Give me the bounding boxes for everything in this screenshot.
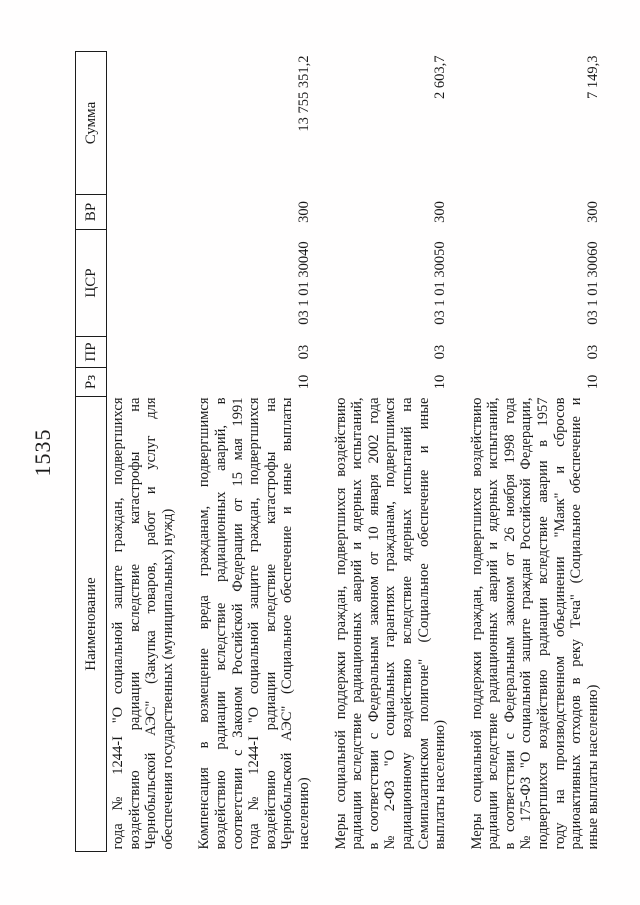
vr-cell: 300	[584, 201, 601, 223]
sum-cell: 2 603,7	[432, 55, 449, 99]
sum-cell: 13 755 351,2	[295, 55, 312, 132]
vr-cell: 300	[295, 201, 312, 223]
paragraph-line: Меры социальной поддержки граждан, подвергшихся воздействию	[468, 397, 485, 850]
rz-cell: 10	[295, 374, 312, 390]
table-body	[107, 52, 602, 852]
row-paragraph	[333, 398, 449, 850]
column-header-sum: Сумма	[76, 52, 107, 195]
column-header-rz: Рз	[76, 368, 107, 397]
rz-cell: 10	[584, 374, 601, 390]
paragraph-line: радиации вследствие радиационных аварий и ядерных испытаний,	[485, 397, 502, 850]
pr-cell	[107, 337, 177, 368]
paragraph-line: Семипалатинском полигоне" (Социальное обеспечение и иные	[415, 397, 432, 850]
table-row	[449, 52, 602, 852]
sum-cell	[107, 52, 177, 195]
paragraph-line: Чернобыльской АЭС" (Закупка товаров, работ и услуг для	[143, 397, 160, 850]
paragraph-line: в соответствии с Федеральным законом от 26 ноября 1998 года	[501, 397, 518, 850]
pr-cell: 03	[432, 344, 449, 360]
page-number: 1535	[30, 428, 55, 477]
vr-cell: 300	[432, 201, 449, 223]
column-header-csr: ЦСР	[76, 230, 107, 337]
paragraph-line: воздействию радиации вследствие катастрофы на	[262, 397, 279, 850]
paragraph-line: года № 1244-I "О социальной защите граждан, подвергшихся	[110, 397, 126, 850]
paragraph-line: году на производственном объединении "Маяк" и сбросов	[551, 397, 568, 850]
sum-cell: 7 149,3	[584, 55, 601, 99]
rz-cell: 10	[432, 374, 449, 390]
budget-table	[75, 51, 601, 852]
paragraph-line: года № 1244-I "О социальной защите граждан, подвергшихся	[246, 397, 263, 850]
paragraph-line: обеспечения государственных (муниципальных) нужд)	[159, 508, 176, 850]
row-paragraph	[196, 398, 312, 850]
table-row	[107, 52, 177, 852]
row-paragraph	[469, 398, 602, 850]
name-cell	[449, 397, 602, 852]
column-header-name: Наименование	[76, 397, 107, 852]
paragraph-line: радиоактивных отходов в реку Теча" (Социальное обеспечение и	[568, 397, 585, 850]
csr-cell: 03 1 01 30040	[295, 241, 312, 325]
paragraph-line: иные выплаты населению)	[584, 684, 601, 850]
column-header-vr: ВР	[76, 195, 107, 230]
csr-cell: 03 1 01 30050	[432, 241, 449, 325]
paragraph-line: радиационному воздействию вследствие ядерных испытаний на	[398, 397, 415, 850]
table-header	[76, 52, 107, 852]
table-row	[313, 52, 449, 852]
paragraph-line: радиации вследствие радиационных аварий и ядерных испытаний,	[349, 397, 366, 850]
paragraph-line: подвергшихся воздействию радиации вследствие аварии в 1957	[535, 397, 552, 850]
column-header-pr: ПР	[76, 337, 107, 368]
paragraph-line: Чернобыльской АЭС" (Социальное обеспечение и иные выплаты	[279, 397, 296, 850]
paragraph-line: Меры социальной поддержки граждан, подвергшихся воздействию	[332, 397, 349, 850]
pr-cell: 03	[295, 344, 312, 360]
paragraph-line: в соответствии с Федеральным законом от 10 января 2002 года	[365, 397, 382, 850]
paragraph-line: выплаты населению)	[432, 720, 449, 850]
paragraph-line: № 2-ФЗ "О социальных гарантиях гражданам, подвергшимся	[382, 397, 399, 850]
name-cell	[176, 397, 312, 852]
table-row	[176, 52, 312, 852]
paragraph-line: населению)	[295, 777, 312, 850]
csr-cell: 03 1 01 30060	[584, 241, 601, 325]
rz-cell	[107, 368, 177, 397]
paragraph-line: воздействию радиации вследствие катастрофы на	[126, 397, 143, 850]
pr-cell: 03	[584, 344, 601, 360]
paragraph-line: воздействию радиации вследствие радиационных аварий, в	[212, 397, 229, 850]
paragraph-line: Компенсация в возмещение вреда гражданам, подвергшимся	[196, 397, 213, 850]
name-cell	[313, 397, 449, 852]
csr-cell	[107, 230, 177, 337]
table-header-row	[76, 52, 107, 852]
row-paragraph	[110, 398, 176, 850]
paragraph-line: соответствии с Законом Российской Федерации от 15 мая 1991	[229, 397, 246, 850]
name-cell	[107, 397, 177, 852]
paragraph-line: № 175-ФЗ "О социальной защите граждан Российской Федерации,	[518, 397, 535, 850]
vr-cell	[107, 195, 177, 230]
